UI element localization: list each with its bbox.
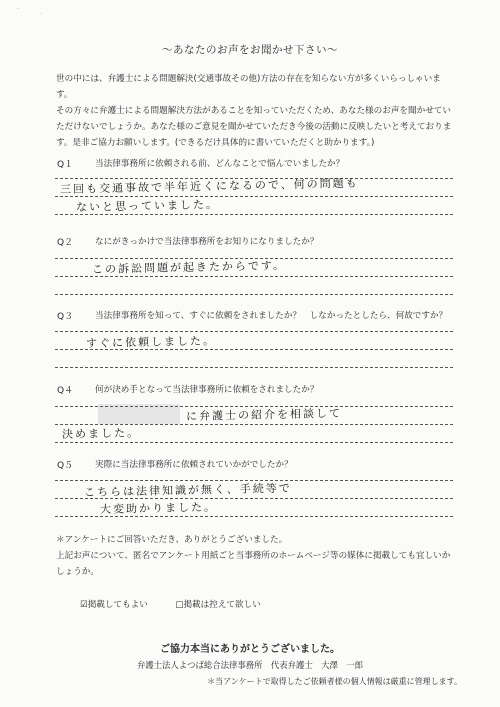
consent-option-allow[interactable]: ☑掲載してもよい	[80, 600, 148, 610]
question-number: Q３	[57, 312, 74, 322]
privacy-note: ＊当アンケートで取得したご依頼者様の個人情報は厳重に管理します。	[207, 677, 462, 686]
answer-line	[55, 196, 453, 197]
handwritten-answer: ないと思っていました。	[75, 198, 220, 214]
thanks-message: ご協力本当にありがとうございました。	[160, 644, 340, 655]
intro-line: す。是非ご協力お願いします。(できるだけ具体的に書いていただくと助かります。)	[56, 138, 375, 148]
note-line: 上記お声について、匿名でアンケート用紙ごと当事務所のホームページ等の媒体に掲載しても宜しいか	[56, 551, 451, 561]
redacted-area	[98, 404, 180, 424]
question-number: Q１	[57, 160, 74, 170]
handwritten-answer: に弁護士の紹介を相談して	[185, 406, 343, 423]
question-text: 当法律事務所に依頼される前、どんなことで悩んでいましたか？	[95, 159, 345, 169]
question-text: 何が決め手となって当法律事務所に依頼をされましたか？	[95, 385, 319, 395]
question-text: なにがきっかけで当法律事務所をお知りになりましたか？	[95, 237, 319, 247]
answer-line	[55, 294, 453, 295]
scan-mark: ˝	[16, 8, 19, 15]
closing-note	[56, 532, 456, 580]
intro-line: その方々に弁護士による問題解決方法があることを知っていただくため、あなた様のお声を聞かせてい	[56, 106, 451, 116]
intro-paragraph	[56, 71, 456, 151]
handwritten-answer: 大変助かりました。	[99, 500, 218, 516]
consent-options	[80, 598, 261, 610]
intro-line: 世の中には、弁護士による問題解決(交通事故その他)方法の存在を知らない方が多くいらっしゃいます。	[56, 74, 441, 100]
scan-mark: ·	[40, 11, 42, 18]
note-line: しょうか。	[56, 567, 99, 577]
answer-line	[55, 442, 453, 443]
question-text: 当法律事務所を知って、すぐに依頼をされましたか？ しなかったとしたら、何故ですか？	[95, 311, 448, 321]
handwritten-answer: 決めました。	[61, 426, 141, 441]
handwritten-answer: 三回も交通事故で半年近くになるので、何の問題も	[59, 176, 359, 196]
question-text: 実際に当法律事務所に依頼されていかがでしたか？	[95, 460, 293, 470]
handwritten-answer: こちらは法律知識が無く、手続等で	[83, 481, 292, 499]
answer-line	[55, 367, 453, 368]
firm-signature: 弁護士法人よつば総合法律事務所 代表弁護士 大澤 一郎	[136, 660, 364, 670]
handwritten-answer: この訴訟問題が起きたからです。	[91, 258, 287, 276]
note-line: ＊アンケートにご回答いただき、ありがとうございました。	[56, 535, 288, 545]
intro-line: ただけないでしょうか。あなた様のご意見を聞かせていただき今後の活動に反映したいと考えておりま	[56, 122, 452, 132]
consent-option-decline[interactable]: □掲載は控えて欲しい	[175, 600, 261, 610]
page-title: ～あなたのお声をお聞かせ下さい～	[162, 44, 338, 56]
handwritten-answer: すぐに依頼しました。	[85, 334, 217, 350]
question-number: Q２	[57, 238, 74, 248]
answer-line	[55, 331, 453, 332]
question-number: Q５	[57, 461, 74, 471]
question-number: Q４	[57, 386, 74, 396]
